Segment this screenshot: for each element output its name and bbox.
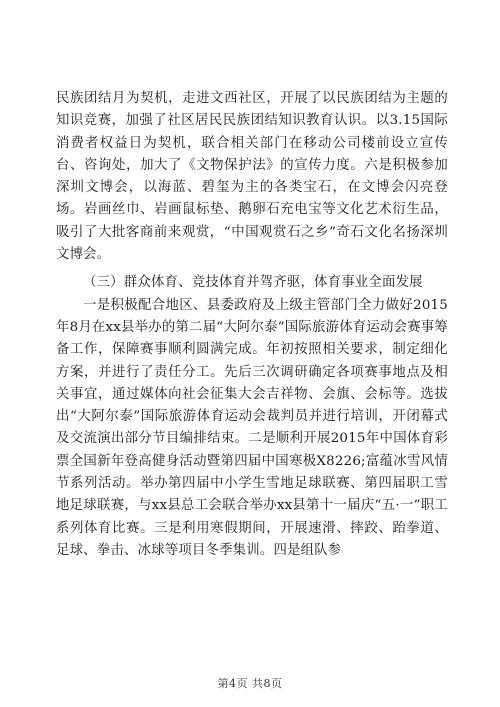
page-number-footer: 第4页 共8页 xyxy=(217,677,283,690)
paragraph-cultural-activities: 民族团结月为契机，走进文西社区，开展了以民族团结为主题的知识竞赛，加强了社区居民民族团结知识教育认识。以3.15国际消费者权益日为契机，联合相关部门在移动公司楼前设立宣传台、咨询处，加大了《文物保护法》的宣传力度。六是积极参加深圳文博会，以海蓝、碧玺为主的各类宝石，在文博会闪亮登场。岩画丝巾、岩画鼠标垫、鹅卵石充电宝等文化艺术衍生品，吸引了大批客商前来观赏，“中国观赏石之乡”奇石文化名扬深圳文博会。 xyxy=(56,91,448,263)
document-body xyxy=(56,88,448,562)
paragraph-sports-activities: 一是积极配合地区、县委政府及上级主管部门全力做好2015年8月在xx县举办的第二届“大阿尔泰”国际旅游体育运动会赛事筹备工作，保障赛事顺利圆满完成。年初按照相关要求，制定细化方案，并进行了责任分工。先后三次调研确定各项赛事地点及相关事宜，通过媒体向社会征集大会吉祥物、会旗、会标等。选拔出“大阿尔泰”国际旅游体育运动会裁判员并进行培训，开闭幕式及交流演出部分节目编排结束。二是顺利开展2015年中国体育彩票全国新年登高健身活动暨第四届中国寒极X8226;富蕴冰雪风情节系列活动。举办第四届中小学生雪地足球联赛、第四届职工雪地足球联赛，与xx县总工会联合举办xx县第十一届庆“五·一”职工系列体育比赛。三是利用寒假期间，开展速滑、摔跤、跆拳道、足球、拳击、冰球等项目冬季集训。四是组队参 xyxy=(56,297,448,558)
section-heading-sports: （三）群众体育、竞技体育并驾齐驱，体育事业全面发展 xyxy=(83,275,423,291)
